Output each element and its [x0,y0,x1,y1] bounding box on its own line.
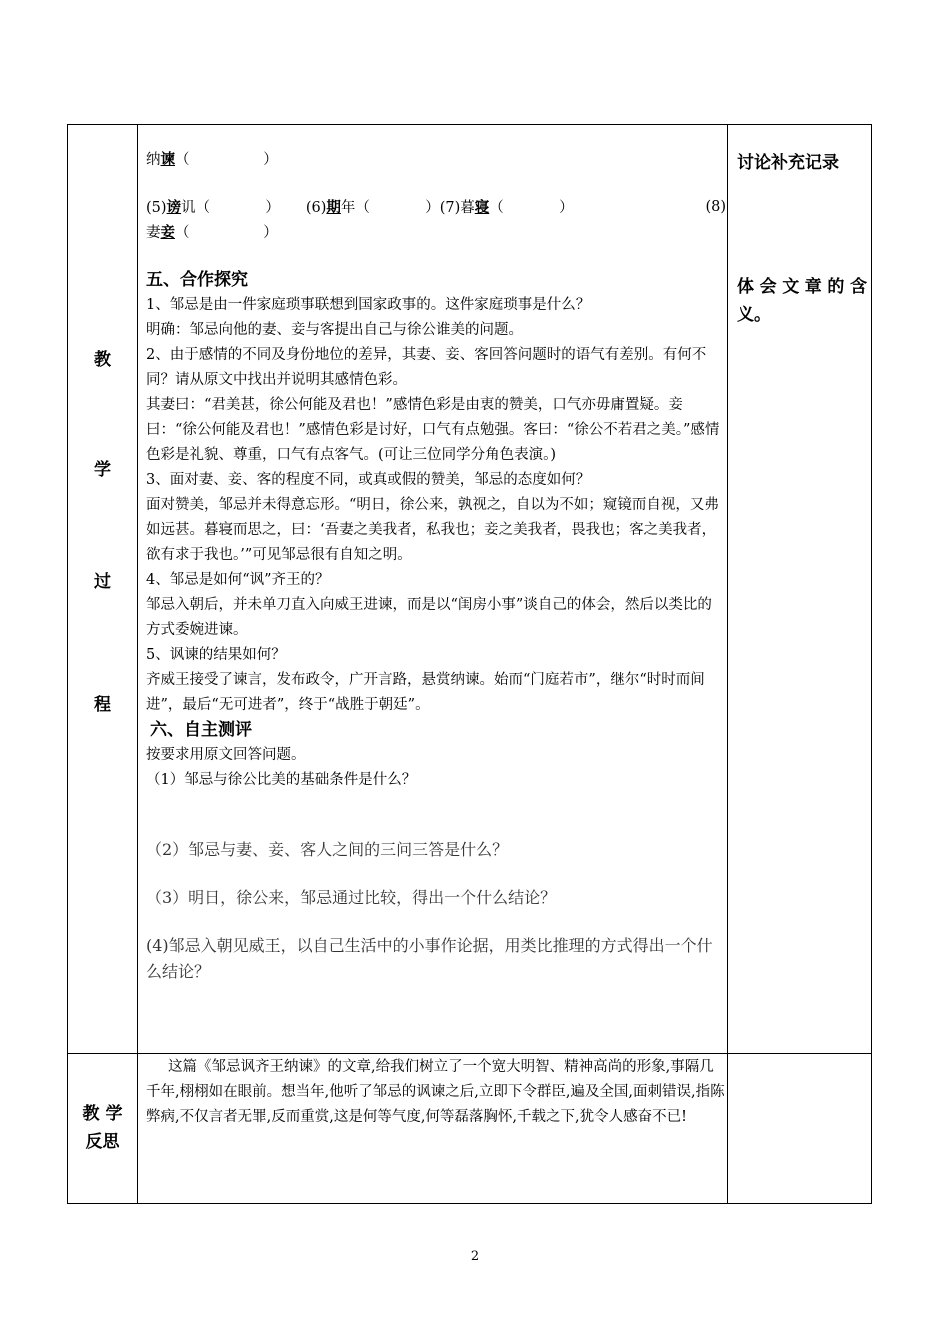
vocab-blank: （ ） [175,225,278,241]
vocab-line-2 [146,195,726,221]
section-five-line: 明确：邹忌向他的妻、妾与客提出自己与徐公谁美的问题。 [146,322,523,338]
vocab-text: (7)暮 [439,200,475,216]
label-xue: 学 [94,460,111,480]
vocab-keyword: 谤 [166,199,182,216]
reflection-label-line: 反思 [85,1132,120,1152]
vocab-text: (6) [305,200,327,216]
section-five-line: 面对赞美，邹忌并未得意忘形。“明日，徐公来，孰视之，自以为不如；窥镜而自视，又弗如远甚。暮寝而思之，曰：‘吾妻之美我者，私我也；妾之美我者，畏我也；客之美我者，欲有求于我也。’”可见邹忌很有自知之明。 [146,497,719,563]
vocab-text: (8) [705,199,726,215]
vocab-text: (5) [146,200,167,216]
row-divider [68,1053,871,1054]
page-number: 2 [470,1249,480,1264]
question-3: （3）明日，徐公来，邹忌通过比较，得出一个什么结论？ [146,888,557,907]
vocab-keyword: 寝 [474,199,490,216]
label-guo: 过 [94,572,111,592]
vocab-keyword: 谏 [160,151,175,168]
margin-note: 体会文章的含义。 [737,277,867,325]
column-divider-left [137,125,138,1203]
section-five-line: 2、由于感情的不同及身份地位的差异，其妻、妾、客回答问题时的语气有差别。有何不同？请从原文中找出并说明其感情色彩。 [146,347,707,388]
lesson-table [67,124,872,1204]
section-five-line: 4、邹忌是如何“讽”齐王的？ [146,572,330,588]
section-five-line: 3、面对妻、妾、客的程度不同，或真或假的赞美，邹忌的态度如何？ [146,472,591,488]
question-1: （1）邹忌与徐公比美的基础条件是什么？ [146,772,417,788]
question-2: （2）邹忌与妻、妾、客人之间的三问三答是什么？ [146,840,509,859]
reflection-label [68,1100,137,1156]
vocab-keyword: 妾 [160,224,175,241]
vocab-blank: 年（ ） [340,200,440,216]
question-4: (4)邹忌入朝见威王，以自己生活中的小事作论据，用类比推理的方式得出一个什么结论？ [146,936,713,981]
vocab-text: 纳 [146,152,161,168]
vocab-text: 妻 [146,225,161,241]
section-five-line: 齐威王接受了谏言，发布政令，广开言路，悬赏纳谏。始而“门庭若市”，继尔“时时而间进”，最后“无可进者”，终于“战胜于朝廷”。 [146,672,705,713]
label-jiao: 教 [94,350,111,370]
label-cheng: 程 [94,695,111,715]
reflection-text: 这篇《邹忌讽齐王纳谏》的文章,给我们树立了一个宽大明智、精神高尚的形象,事隔几千年,栩栩如在眼前。想当年,他听了邹忌的讽谏之后,立即下令群臣,遍及全国,面刺错误,指陈弊病,不仅言者无罪,反而重赏,这是何等气度,何等磊落胸怀,千载之下,犹令人感奋不已! [146,1059,725,1125]
discussion-notes-label: 讨论补充记录 [737,153,839,173]
section-five [146,268,726,793]
vocab-blank: 讥（ ） [181,200,280,216]
reflection-label-line: 教 学 [82,1104,123,1124]
column-divider-right [727,125,728,1203]
section-five-line: 5、讽谏的结果如何？ [146,647,286,663]
section-five-title: 五、合作探究 [146,270,248,290]
section-five-line: 其妻曰：“君美甚，徐公何能及君也！”感情色彩是由衷的赞美，口气亦毋庸置疑。妾曰：“徐公何能及君也！”感情色彩是讨好，口气有点勉强。客曰：“徐公不若君之美。”感情色彩是礼貌、尊重，口气有点客气。(可让三位同学分角色表演。) [146,397,720,463]
vocab-blank: （ ） [489,200,574,216]
vocab-line-3 [146,220,726,246]
section-six-intro: 按要求用原文回答问题。 [146,747,306,763]
vocab-line-1 [146,147,726,173]
section-five-line: 1、邹忌是由一件家庭琐事联想到国家政事的。这件家庭琐事是什么？ [146,297,591,313]
section-six-title: 六、自主测评 [150,720,252,740]
section-five-line: 邹忌入朝后，并未单刀直入向威王进谏，而是以“闺房小事”谈自己的体会，然后以类比的方式委婉进谏。 [146,597,712,638]
vocab-blank: （ ） [175,152,278,168]
vocab-keyword: 期 [326,199,341,216]
